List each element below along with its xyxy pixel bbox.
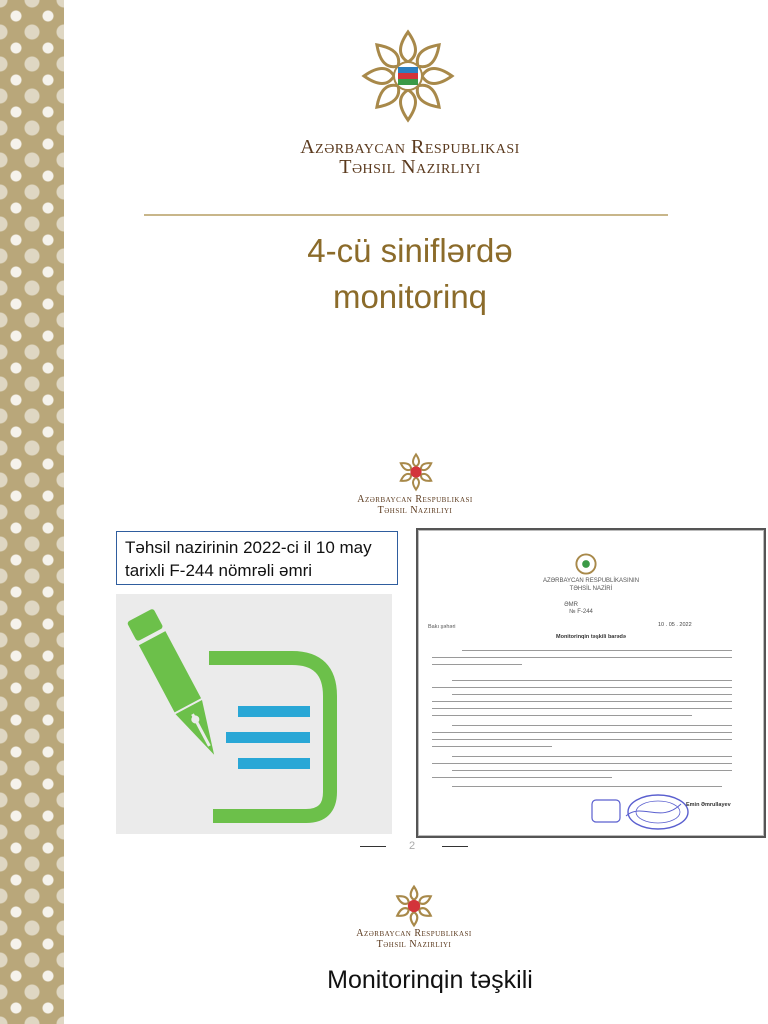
document-text-line xyxy=(432,732,732,733)
ministry-name-slide3 xyxy=(328,928,500,950)
ministry-emblem-small-icon xyxy=(396,452,436,492)
document-text-line xyxy=(432,715,692,716)
document-text-line xyxy=(452,694,732,695)
document-text-line xyxy=(452,756,732,757)
document-text-line xyxy=(432,746,552,747)
document-city: Bakı şəhəri xyxy=(428,624,456,630)
ministry-name-slide2-line1: Azərbaycan Respublikası xyxy=(357,494,473,505)
document-subject: Monitorinqin təşkili barədə xyxy=(556,634,626,640)
ministry-name-slide2 xyxy=(330,494,500,516)
ministry-name-line2: Təhsil Nazirliyi xyxy=(339,156,481,178)
order-caption: Təhsil nazirinin 2022-ci il 10 may tarixli F-244 nömrəli əmri xyxy=(116,531,398,585)
ministry-emblem-icon xyxy=(358,26,458,126)
ministry-name-slide2-line2: Təhsil Nazirliyi xyxy=(377,505,453,516)
slide3-title: Monitorinqin təşkili xyxy=(327,966,533,994)
divider xyxy=(144,214,668,216)
document-text-line xyxy=(452,770,732,771)
document-header2: TƏHSİL NAZİRİ xyxy=(569,586,613,592)
order-document-scan xyxy=(416,528,766,838)
document-text-line xyxy=(432,664,522,665)
ministry-name-slide3-line2: Təhsil Nazirliyi xyxy=(376,939,452,950)
document-text-line xyxy=(452,725,732,726)
document-text-line xyxy=(432,777,612,778)
document-date: 10 . 05 . 2022 xyxy=(658,622,692,628)
ministry-emblem-slide3-icon xyxy=(392,884,436,928)
document-text-line xyxy=(432,657,732,658)
document-text-line xyxy=(452,680,732,681)
document-emblem-icon xyxy=(574,552,598,576)
document-text-line xyxy=(452,786,722,787)
document-order-number: № F-244 xyxy=(569,609,593,615)
document-text-line xyxy=(432,739,732,740)
slide-title-line2: monitorinq xyxy=(332,278,488,315)
document-text-line xyxy=(432,763,732,764)
page-number: 2 xyxy=(408,840,416,852)
document-signature: Emin Əmrullayev xyxy=(686,802,731,808)
document-header1: AZƏRBAYCAN RESPUBLİKASININ xyxy=(542,578,640,584)
ministry-name-line1: Azərbaycan Respublikası xyxy=(300,136,520,158)
document-text-line xyxy=(462,650,732,651)
slide-title-line1: 4-cü siniflərdə xyxy=(307,232,513,269)
ministry-name xyxy=(240,137,580,177)
document-order-word: ƏMR xyxy=(564,602,578,608)
slide-title xyxy=(130,228,690,320)
pen-document-icon xyxy=(116,594,392,834)
document-text-line xyxy=(432,687,732,688)
document-text-line xyxy=(432,701,732,702)
page-number-rule-left xyxy=(360,846,386,847)
official-stamp-icon xyxy=(586,792,696,832)
ornamental-border xyxy=(0,0,64,1024)
ministry-name-slide3-line1: Azərbaycan Respublikası xyxy=(356,928,472,939)
document-pen-illustration xyxy=(116,594,392,834)
page-number-rule-right xyxy=(442,846,468,847)
document-text-line xyxy=(432,708,732,709)
